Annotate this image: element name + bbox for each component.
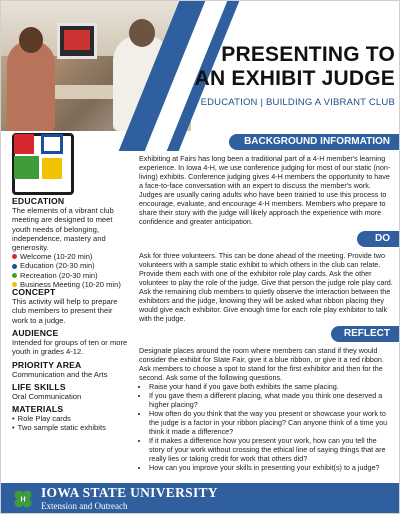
materials-item: • Two sample static exhibits — [12, 423, 130, 432]
legend-label: Business Meeting (10-20 min) — [20, 279, 121, 289]
life-skills-text: Oral Communication — [12, 392, 82, 402]
photo-screen — [57, 23, 97, 59]
meeting-legend — [12, 252, 130, 289]
audience-heading: AUDIENCE — [12, 328, 59, 338]
do-text — [139, 251, 393, 323]
materials-list — [12, 414, 130, 432]
life-skills-heading: LIFE SKILLS — [12, 382, 66, 392]
legend-item — [12, 252, 130, 261]
legend-label: Recreation (20-30 min) — [20, 270, 98, 280]
legend-item — [12, 261, 130, 270]
4h-clover-icon — [13, 489, 33, 509]
reflect-intro: Designate places around the room where members can stand if they would consider the exhibit for State Fair, give it a blue ribbon, or give it a red ribbon. Ask members to choose a spot to stand for the first exhibitor and then for the second. Ask some of the following questions. — [139, 346, 384, 382]
education-square-icon — [41, 134, 63, 154]
background-paragraph: Exhibiting at Fairs has long been a traditional part of a 4-H member's learning experience. In Iowa 4-H, we use conference judging for most of our static (non-living) exhibits. Conference judging gives 4-H members the opportunity to have a face-to-face conversation with an expert to discuss the member's work. Judges are usually caring adults who have been trained to use this process to encourage, evaluate, and encourage 4-H members. Members who prepare to share their story with the judge will likely approach the experience with more confidence and greater anticipation. — [139, 154, 391, 226]
reflect-questions — [139, 382, 393, 472]
sidebar-materials — [12, 405, 130, 433]
legend-item — [12, 271, 130, 280]
welcome-dot-icon — [12, 254, 17, 259]
materials-heading: MATERIALS — [12, 404, 64, 414]
materials-item: • Role Play cards — [12, 414, 130, 423]
reflect-heading: REFLECT — [331, 326, 399, 342]
education-heading: EDUCATION — [12, 196, 65, 206]
legend-label: Education (20-30 min) — [20, 261, 95, 271]
legend-label: Welcome (10-20 min) — [20, 252, 93, 262]
concept-heading: CONCEPT — [12, 287, 56, 297]
extension-wordmark: Extension and Outreach — [41, 501, 128, 511]
business-square-icon — [42, 158, 62, 179]
sidebar-education — [12, 197, 130, 289]
photo-person — [7, 41, 55, 131]
reflect-text — [139, 346, 393, 472]
do-paragraph: Ask for three volunteers. This can be done ahead of the meeting. Provide two volunteers with a sample static exhibit to which others in the club can relate. Provide them each with one of the exhibitor role play cards. Ask the other volunteer to play the role of the judge. Give that person the judge role play card. Ask the remaining club members to quietly observe the interaction between the exhibitors and the judge, knowing they will be asked what ribbon placing they would give each exhibitor. Give enough time for each role play exhibitor to talk with the judge. — [139, 251, 393, 323]
reflect-question: • If it makes a difference how you present your work, how can you tell the story of your work without crossing the ethical line of saying things that are really lies or taking credit for work that others did? — [149, 436, 393, 463]
priority-heading: PRIORITY AREA — [12, 360, 82, 370]
background-text — [139, 154, 393, 226]
page-subtitle: EDUCATION | BUILDING A VIBRANT CLUB — [200, 97, 395, 108]
background-heading: BACKGROUND INFORMATION — [229, 134, 399, 150]
sidebar-audience — [12, 329, 130, 357]
education-text: The elements of a vibrant club meeting are designed to meet youth needs of belonging, independence, mastery and generosity. — [12, 206, 114, 253]
reflect-question: • Raise your hand if you gave both exhibits the same placing. — [149, 382, 393, 391]
reflect-question: • How often do you think that the way you present or showcase your work to the judge is a factor in your ribbon placing? Can anyone think of a time you think it made a difference? — [149, 409, 393, 436]
reflect-question: • If you gave them a different placing, what made you think one deserved a higher placing? — [149, 391, 393, 409]
page-title: PRESENTING TO AN EXHIBIT JUDGE — [194, 43, 395, 90]
recreation-dot-icon — [12, 273, 17, 278]
priority-text: Communication and the Arts — [12, 370, 108, 380]
audience-text: Intended for groups of ten or more youth in grades 4-12. — [12, 338, 128, 357]
do-heading: DO — [357, 231, 399, 247]
sidebar-concept — [12, 288, 130, 325]
university-wordmark: IOWA STATE UNIVERSITY — [41, 485, 218, 500]
welcome-square-icon — [14, 134, 34, 154]
recreation-square-icon — [14, 156, 39, 179]
sidebar-priority — [12, 361, 130, 379]
education-dot-icon — [12, 264, 17, 269]
svg-text:H: H — [20, 496, 26, 504]
concept-text: This activity will help to prepare club members to present their work to a judge. — [12, 297, 118, 325]
sidebar-life-skills — [12, 383, 130, 401]
reflect-question: • How can you improve your skills in presenting your exhibit(s) to a judge? — [149, 463, 393, 472]
